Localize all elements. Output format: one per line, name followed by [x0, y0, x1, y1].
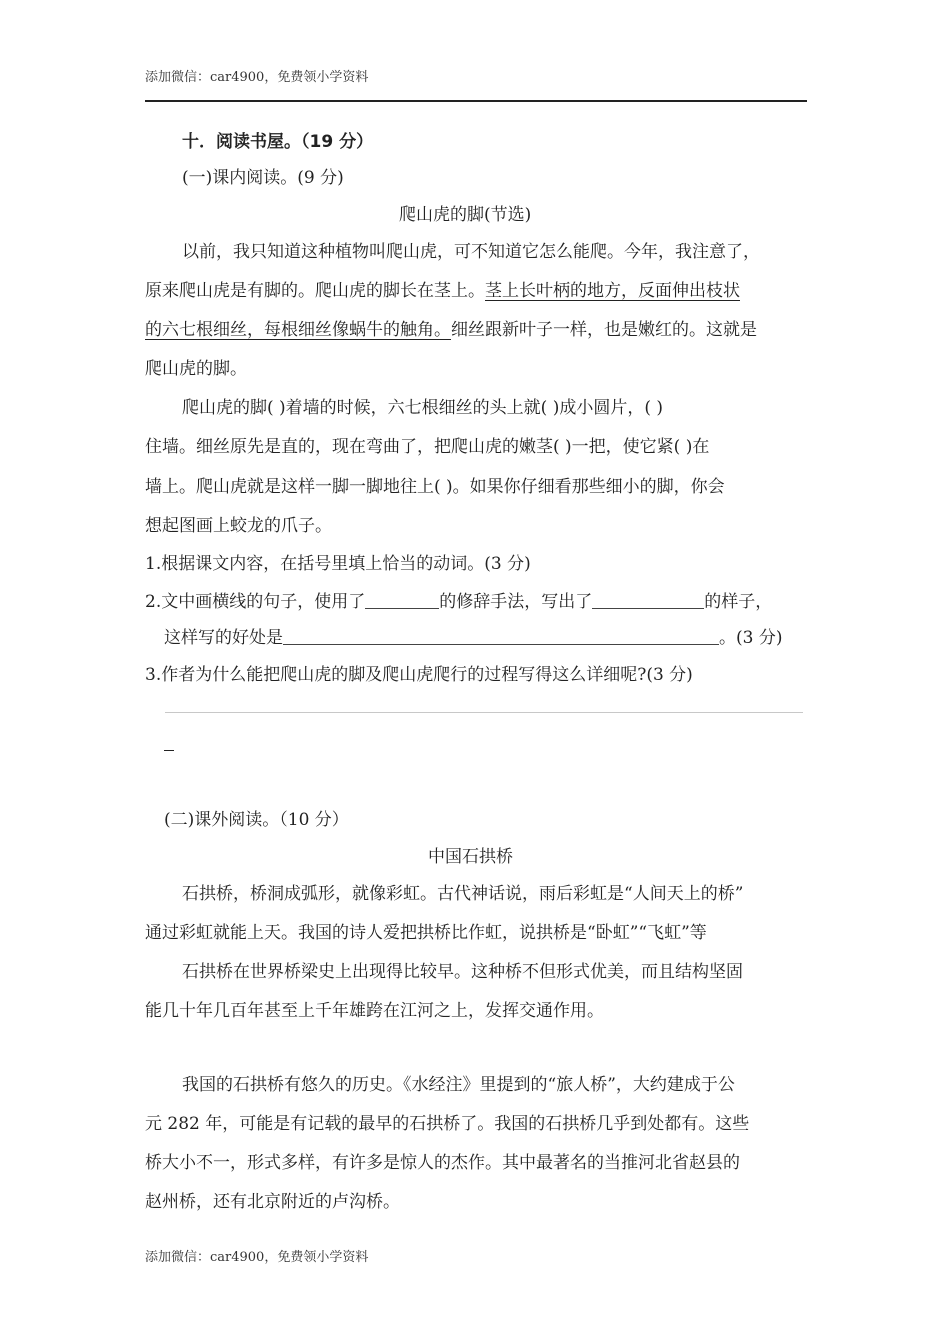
part1-title: 爬山虎的脚(节选): [399, 205, 532, 225]
question-3: 3.作者为什么能把爬山虎的脚及爬山虎爬行的过程写得这么详细呢?(3 分): [145, 665, 693, 685]
part2-p3-line4: 赵州桥，还有北京附近的卢沟桥。: [145, 1192, 400, 1212]
section-title: 十．阅读书屋。（19 分）: [182, 132, 374, 152]
part2-p2-line2: 能几十年几百年甚至上千年雄跨在江河之上，发挥交通作用。: [145, 1001, 604, 1021]
question-2-text-c: 的样子，: [704, 592, 773, 612]
part2-p3-line2: 元 282 年，可能是有记载的最早的石拱桥了。我国的石拱桥几乎到处都有。这些: [145, 1114, 750, 1134]
part1-p2-line2: 住墙。细丝原先是直的，现在弯曲了，把爬山虎的嫩茎( )一把，使它紧( )在: [145, 437, 710, 457]
answer-line-q3[interactable]: [165, 712, 803, 713]
answer-blank-rhetoric[interactable]: [365, 594, 439, 609]
header-rule: [145, 100, 807, 102]
part2-p1-line1: 石拱桥，桥洞成弧形，就像彩虹。古代神话说，雨后彩虹是“人间天上的桥”: [182, 884, 744, 904]
part2-p2-line1: 石拱桥在世界桥梁史上出现得比较早。这种桥不但形式优美，而且结构坚固: [182, 962, 743, 982]
question-1: 1.根据课文内容，在括号里填上恰当的动词。(3 分): [145, 554, 531, 574]
part2-title: 中国石拱桥: [428, 847, 513, 867]
part1-p1-line2-text: 原来爬山虎是有脚的。爬山虎的脚长在茎上。: [145, 281, 485, 301]
question-2-line1: [145, 587, 772, 612]
part1-p1-line2: [145, 276, 740, 301]
question-2-text-a: 2.文中画横线的句子，使用了: [145, 592, 366, 612]
part2-p3-line1: 我国的石拱桥有悠久的历史。《水经注》里提到的“旅人桥”，大约建成于公: [182, 1075, 735, 1095]
part1-heading: (一)课内阅读。(9 分): [182, 168, 344, 188]
question-2-text-b: 的修辞手法，写出了: [439, 592, 593, 612]
answer-blank-benefit[interactable]: [283, 630, 719, 645]
part1-p1-line1: 以前，我只知道这种植物叫爬山虎，可不知道它怎么能爬。今年，我注意了，: [182, 242, 760, 262]
part1-p1-line3: [145, 315, 757, 340]
footer-watermark: 添加微信：car4900，免费领小学资料: [145, 1250, 369, 1265]
part1-p2-line4: 想起图画上蛟龙的爪子。: [145, 516, 332, 536]
part1-p2-line3: 墙上。爬山虎就是这样一脚一脚地往上( )。如果你仔细看那些细小的脚，你会: [145, 477, 725, 497]
underlined-sentence-part1: 茎上长叶柄的地方，反面伸出枝状: [485, 281, 740, 301]
part1-p1-line3-text: 细丝跟新叶子一样，也是嫩红的。这就是: [451, 320, 757, 340]
header-watermark: 添加微信：car4900，免费领小学资料: [145, 70, 369, 85]
answer-blank-shape[interactable]: [592, 594, 704, 609]
answer-mark: [164, 750, 174, 751]
question-2-line2: [164, 623, 782, 648]
part2-heading: (二)课外阅读。（10 分）: [164, 810, 349, 830]
part1-p1-line4: 爬山虎的脚。: [145, 359, 247, 379]
part1-p2-line1: 爬山虎的脚( )着墙的时候，六七根细丝的头上就( )成小圆片，( ): [182, 398, 664, 418]
underlined-sentence-part2: 的六七根细丝，每根细丝像蜗牛的触角。: [145, 320, 451, 340]
part2-p3-line3: 桥大小不一，形式多样，有许多是惊人的杰作。其中最著名的当推河北省赵县的: [145, 1153, 740, 1173]
question-2-text-d: 这样写的好处是: [164, 628, 283, 648]
question-2-text-e: 。(3 分): [719, 628, 783, 648]
part2-p1-line2: 通过彩虹就能上天。我国的诗人爱把拱桥比作虹，说拱桥是“卧虹”“飞虹”等: [145, 923, 707, 943]
